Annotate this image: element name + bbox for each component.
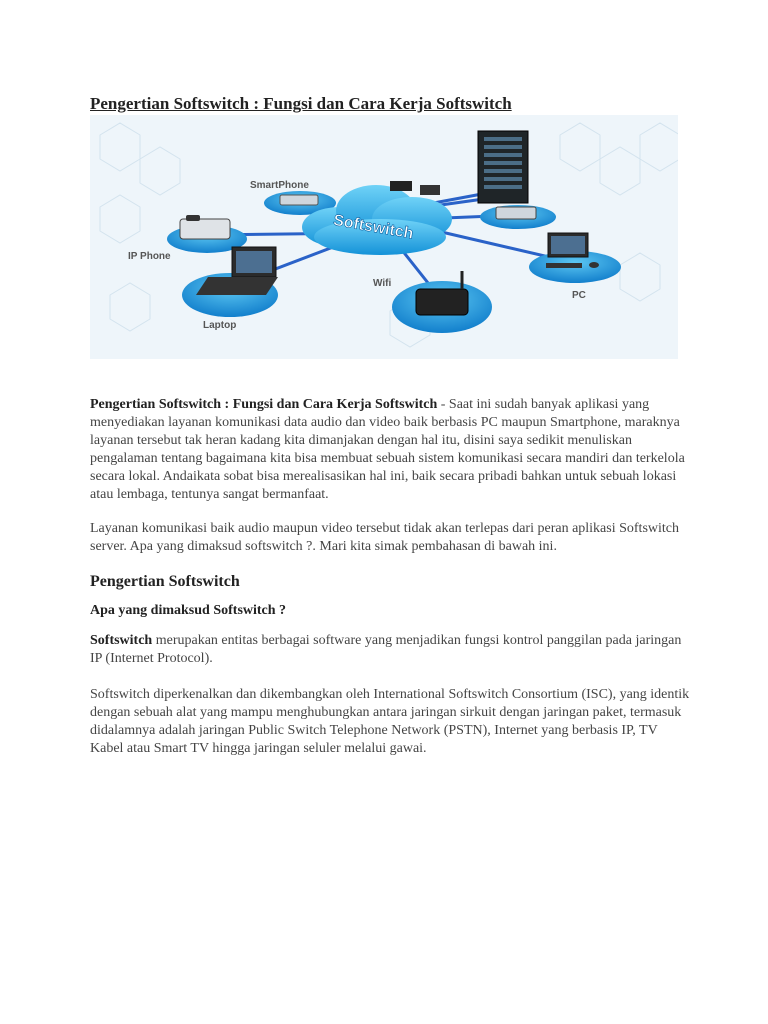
softswitch-diagram-image xyxy=(90,115,678,359)
definition-body: merupakan entitas berbagai software yang menjadikan fungsi kontrol panggilan pada jaringan IP (Internet Protocol). xyxy=(90,633,682,666)
intro-paragraph xyxy=(90,396,690,504)
article-title: Pengertian Softswitch : Fungsi dan Cara Kerja Softswitch xyxy=(90,94,512,113)
section-heading: Pengertian Softswitch xyxy=(90,573,240,590)
pc-label: PC xyxy=(572,290,586,301)
intro-lead: Pengertian Softswitch : Fungsi dan Cara Kerja Softswitch xyxy=(90,397,438,412)
tablet-node xyxy=(480,205,556,229)
laptop-label: Laptop xyxy=(203,320,237,331)
softswitch-cloud xyxy=(302,181,452,255)
smartphone-label: SmartPhone xyxy=(250,180,309,191)
server-icon xyxy=(478,131,528,203)
softswitch-label: Softswitch xyxy=(331,211,415,243)
subheading: Apa yang dimaksud Softswitch ? xyxy=(90,603,287,618)
paragraph-4: Softswitch diperkenalkan dan dikembangkan oleh International Softswitch Consortium (ISC), yang identik dengan sebuah alat yang mampu menghubungkan antara jaringan sirkuit dengan jaringan paket, termasuk didalamnya adalah jaringan Public Switch Telephone Network (PSTN), Internet yang berbasis IP, TV Kabel atau Smart TV hingga jaringan seluler melalui gawai. xyxy=(90,687,690,756)
definition-term: Softswitch xyxy=(90,633,153,648)
laptop-node xyxy=(182,247,278,317)
definition-paragraph xyxy=(90,632,690,668)
ip-phone-label: IP Phone xyxy=(128,251,171,262)
intro-body: - Saat ini sudah banyak aplikasi yang menyediakan layanan komunikasi data audio dan video baik berbasis PC maupun Smartphone, maraknya layanan tersebut tak heran kadang kita dimanjakan dengan hal itu, disini saya sedikit menuliskan pengalaman tentang bagaimana kita bisa membuat sebuah sistem komunikasi secara mandiri dan terkelola secara lokal. Andaikata sobat bisa merealisasikan hal ini, baik secara pribadi bahkan untuk sebuah lokasi atau lembaga, tentunya sangat bermanfaat. xyxy=(90,397,685,502)
pc-node xyxy=(529,233,621,283)
wifi-label: Wifi xyxy=(373,278,392,289)
paragraph-2: Layanan komunikasi baik audio maupun video tersebut tidak akan terlepas dari peran aplikasi Softswitch server. Apa yang dimaksud softswitch ?. Mari kita simak pembahasan di bawah ini. xyxy=(90,521,679,554)
wifi-router-node xyxy=(392,271,492,333)
